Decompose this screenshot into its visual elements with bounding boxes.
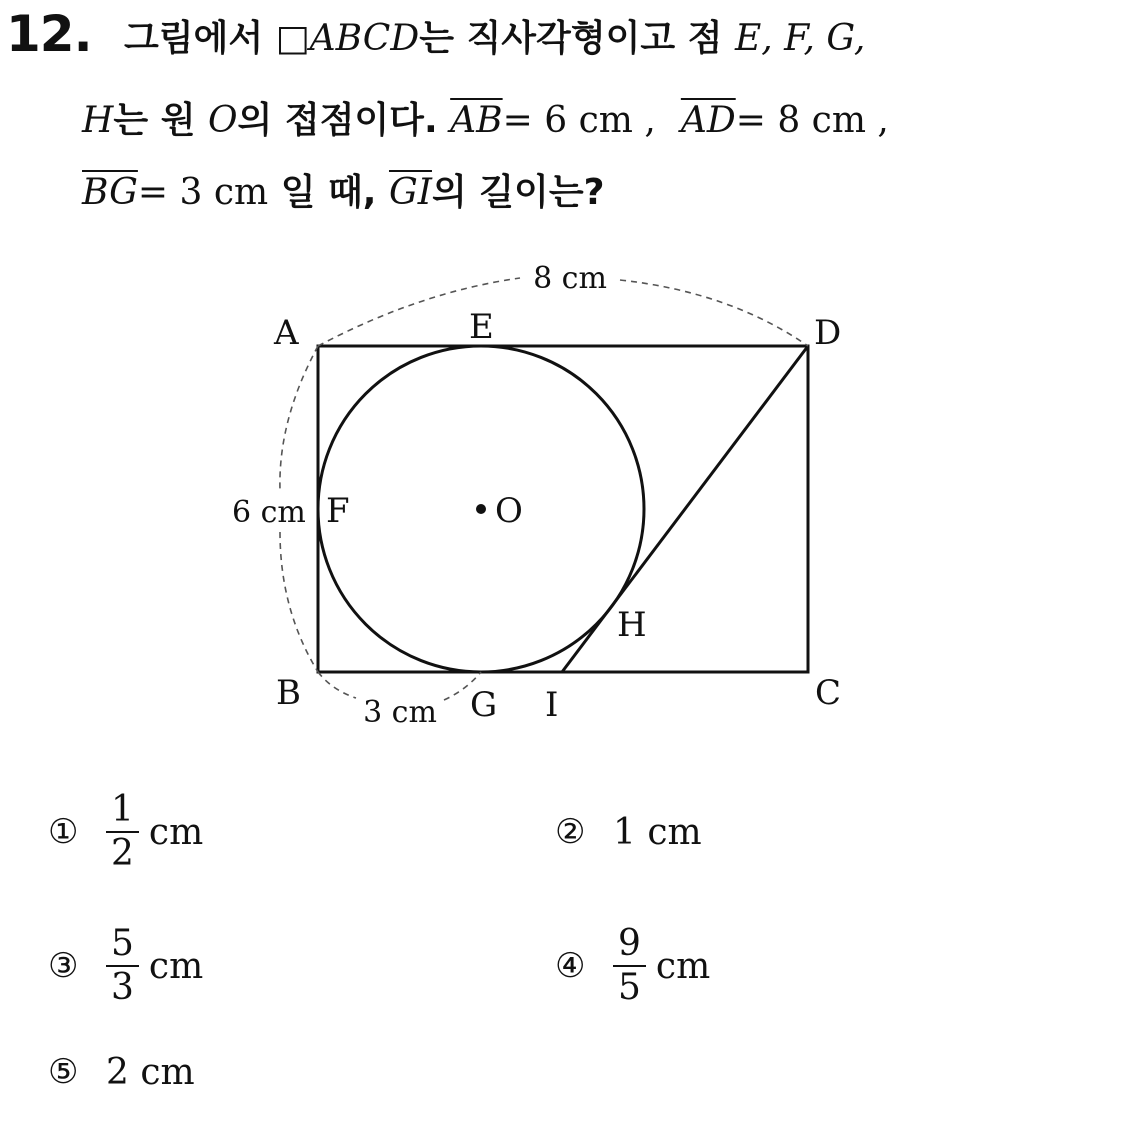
dimension-label-top: 8 cm	[533, 261, 607, 296]
choice-value: 2 cm	[106, 1051, 195, 1093]
choice-number: ④	[555, 946, 586, 986]
unit: cm	[655, 945, 711, 987]
unit: cm	[148, 945, 204, 987]
choice-value: 1 cm	[613, 811, 702, 853]
choice-number: ②	[555, 812, 586, 852]
point-label-f: F	[326, 491, 350, 531]
numerator: 5	[106, 925, 139, 967]
dimension-arc-left	[280, 532, 318, 672]
segment-ad-value: = 8 cm ,	[735, 100, 889, 141]
vertex-label-c: C	[815, 673, 842, 713]
segment-ab-value: = 6 cm ,	[502, 100, 656, 141]
denominator: 3	[111, 967, 134, 1008]
point-label-e: E	[469, 307, 494, 347]
dimension-arc-bottom	[318, 672, 356, 698]
vertex-label-a: A	[274, 313, 299, 353]
dimension-arc-top	[620, 280, 808, 346]
numerator: 1	[106, 791, 139, 833]
numerator: 9	[613, 925, 646, 967]
point-h-label: H	[82, 100, 114, 141]
question-text: 는 원	[113, 100, 209, 141]
tangent-points: E, F, G,	[735, 18, 866, 59]
vertex-label-d: D	[814, 313, 842, 353]
question-text: 의 길이는?	[431, 172, 605, 213]
fraction	[613, 925, 646, 1007]
choice-1[interactable]	[48, 782, 203, 882]
segment-gi: $\overline{GI}$	[388, 172, 432, 213]
segment-bg-value: = 3 cm	[137, 172, 269, 213]
dimension-label-bottom: 3 cm	[363, 695, 437, 730]
question-text: 일 때,	[268, 172, 389, 213]
segment-ad: $\overline{AD}$	[680, 100, 736, 141]
rect-name: ABCD	[309, 18, 420, 59]
vertex-label-b: B	[276, 673, 301, 713]
choice-3[interactable]	[48, 916, 203, 1016]
segment-ab: $\overline{AB}$	[450, 100, 503, 141]
choice-number: ⑤	[48, 1052, 79, 1092]
dimension-label-left: 6 cm	[232, 495, 306, 530]
question-text: 의 접점이다.	[237, 100, 451, 141]
denominator: 5	[618, 967, 641, 1008]
choice-5[interactable]	[48, 1022, 195, 1122]
fraction	[106, 925, 139, 1007]
dimension-arc-left	[280, 346, 318, 490]
fraction	[106, 791, 139, 873]
segment-bg: $\overline{BG}$	[82, 172, 138, 213]
rectangle-abcd	[318, 346, 808, 672]
choice-number: ①	[48, 812, 79, 852]
choice-2[interactable]	[555, 782, 702, 882]
point-label-i: I	[545, 685, 559, 725]
unit: cm	[148, 811, 204, 853]
point-label-g: G	[470, 685, 498, 725]
choice-number: ③	[48, 946, 79, 986]
choice-4[interactable]	[555, 916, 710, 1016]
center-label-o: O	[495, 491, 523, 531]
circle-name: O	[208, 100, 238, 141]
denominator: 2	[111, 833, 134, 874]
question-number: 12.	[6, 5, 92, 63]
square-symbol: □	[275, 18, 310, 59]
question-text: 는 직사각형이고 점	[419, 18, 735, 59]
point-label-h: H	[617, 605, 647, 645]
question-text: 그림에서	[124, 18, 276, 59]
center-point	[476, 504, 486, 514]
